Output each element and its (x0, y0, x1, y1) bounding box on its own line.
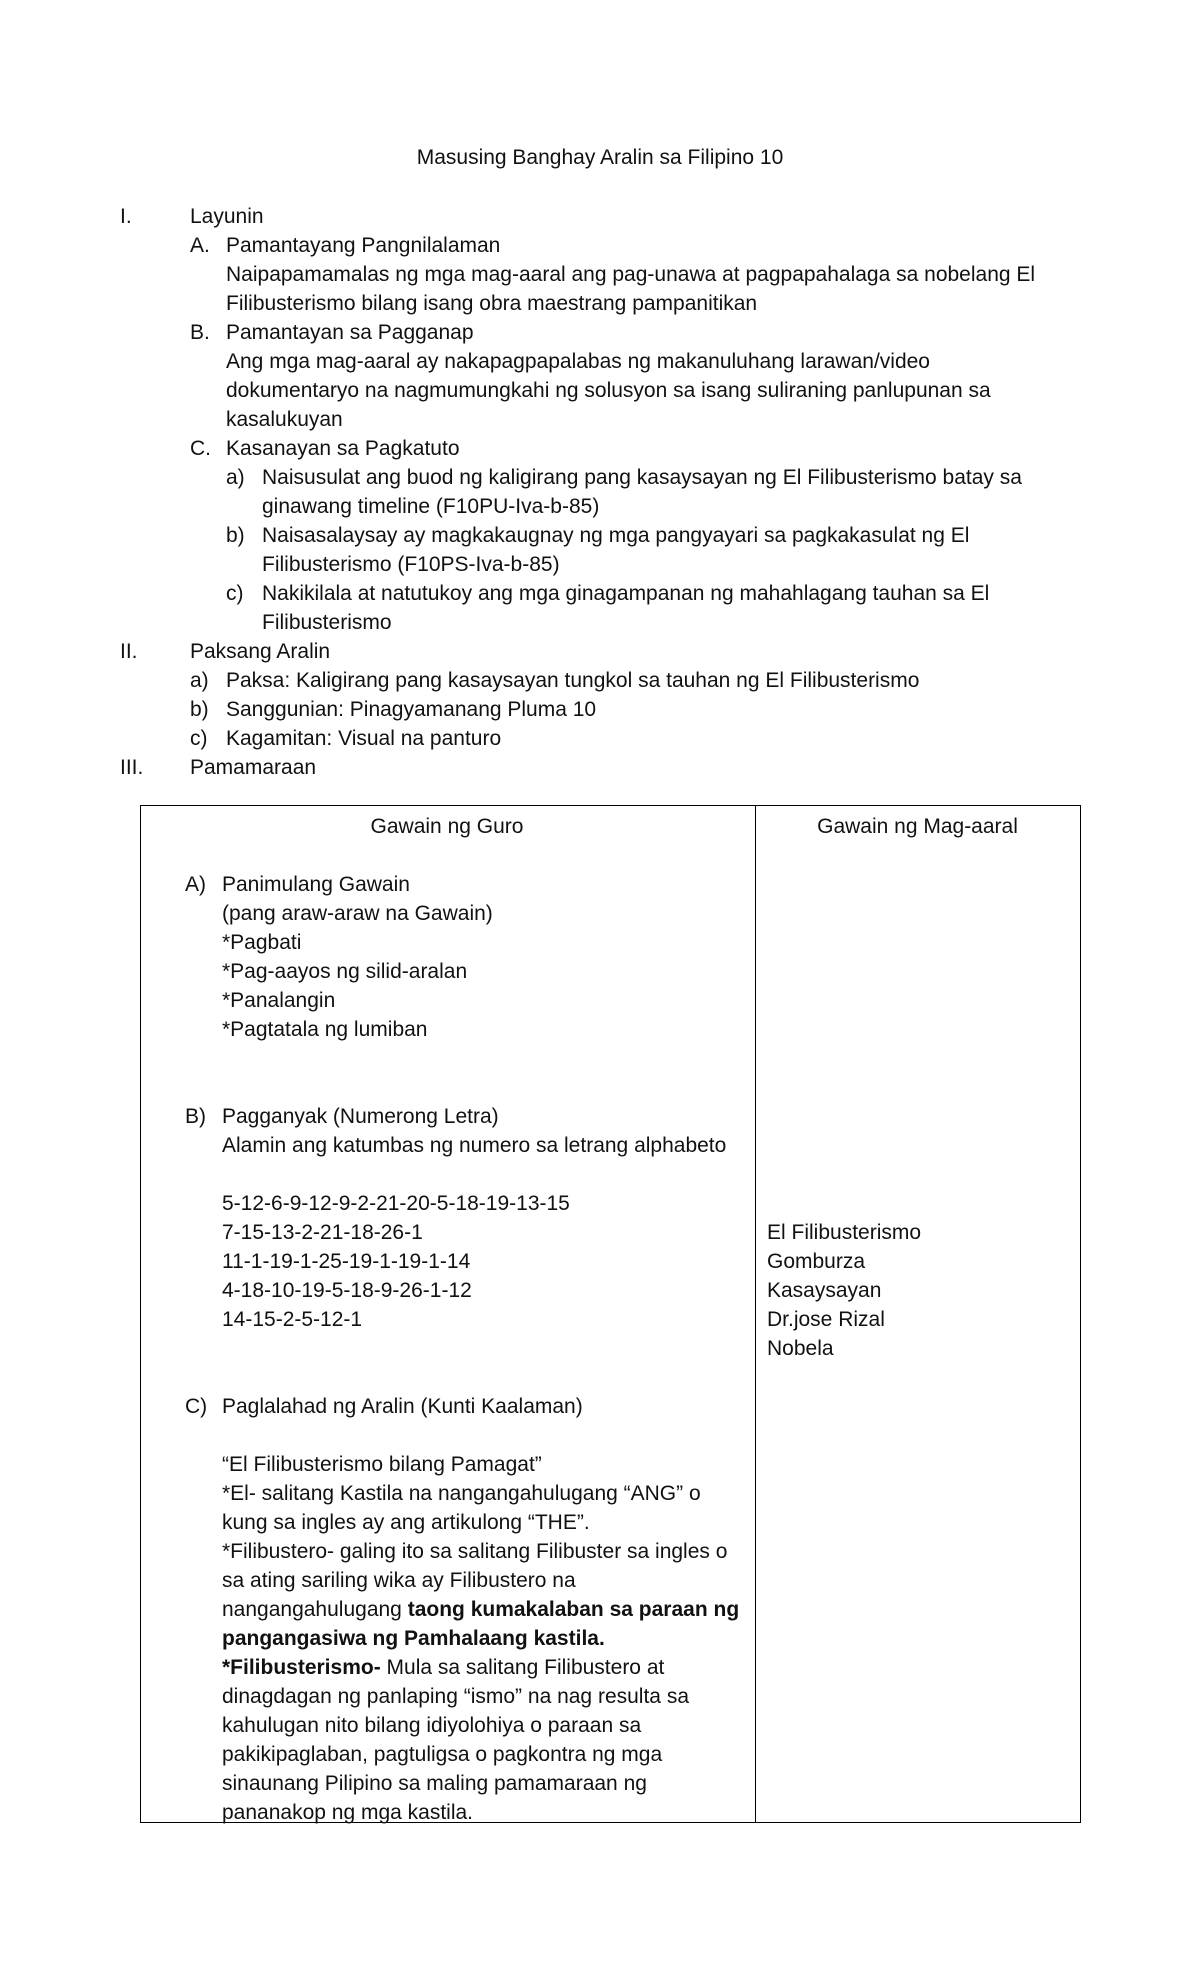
plain-text: Mula sa salitang Filibustero at (380, 1656, 665, 1679)
number-code: 11-1-19-1-25-19-1-19-1-14 (222, 1250, 471, 1273)
activity-c-line: *El- salitang Kastila na nangangahulugang “ANG” o (222, 1482, 701, 1505)
activity-c-line: dinagdagan ng panlaping “ismo” na nag resulta sa (222, 1685, 689, 1708)
student-column-header: Gawain ng Mag-aaral (817, 815, 1018, 838)
student-answer: Gomburza (767, 1250, 866, 1273)
objective-mark: b) (226, 524, 245, 547)
section-2-number: II. (120, 640, 138, 663)
activity-c-line: sa ating sariling wika ay Filibustero na (222, 1569, 576, 1592)
activity-c-line (222, 1653, 664, 1682)
section-3-label: Pamamaraan (190, 756, 317, 779)
objective-mark: a) (226, 466, 245, 489)
activity-c-line (222, 1595, 739, 1624)
number-code: 7-15-13-2-21-18-26-1 (222, 1221, 423, 1244)
sub-a-heading: Pamantayang Pangnilalaman (226, 234, 501, 257)
section-3-number: III. (120, 756, 144, 779)
page-title: Masusing Banghay Aralin sa Filipino 10 (416, 146, 784, 169)
sub-b-line: kasalukuyan (226, 408, 343, 431)
topic-text: Kagamitan: Visual na panturo (226, 727, 502, 750)
activity-c-subtitle: “El Filibusterismo bilang Pamagat” (222, 1453, 542, 1476)
objective-line: ginawang timeline (F10PU-Iva-b-85) (262, 495, 600, 518)
topic-mark: c) (190, 727, 208, 750)
activity-b-heading: Pagganyak (Numerong Letra) (222, 1105, 499, 1128)
teacher-column-header: Gawain ng Guro (370, 815, 524, 838)
bold-text: *Filibusterismo- (222, 1656, 381, 1679)
student-answer: Dr.jose Rizal (767, 1308, 885, 1331)
sub-c-letter: C. (190, 437, 211, 460)
activity-b-instruction: Alamin ang katumbas ng numero sa letrang alphabeto (222, 1134, 727, 1157)
bold-text: pangangasiwa ng Pamhalaang kastila. (222, 1627, 605, 1650)
objective-line: Naisusulat ang buod ng kaligirang pang kasaysayan ng El Filibusterismo batay sa (262, 466, 1022, 489)
section-1-label: Layunin (190, 205, 264, 228)
number-code: 5-12-6-9-12-9-2-21-20-5-18-19-13-15 (222, 1192, 570, 1215)
sub-b-line: Ang mga mag-aaral ay nakapagpapalabas ng makanuluhang larawan/video (226, 350, 930, 373)
section-1-number: I. (120, 205, 132, 228)
activity-a-heading: Panimulang Gawain (222, 873, 410, 896)
number-code: 14-15-2-5-12-1 (222, 1308, 363, 1331)
plain-text: nangangahulugang (222, 1598, 408, 1621)
student-answer: Nobela (767, 1337, 834, 1360)
sub-c-heading: Kasanayan sa Pagkatuto (226, 437, 460, 460)
sub-a-line: Filibusterismo bilang isang obra maestrang pampanitikan (226, 292, 758, 315)
activity-c-line: pananakop ng mga kastila. (222, 1801, 474, 1824)
column-divider (755, 806, 756, 1822)
number-code: 4-18-10-19-5-18-9-26-1-12 (222, 1279, 472, 1302)
activity-a-line: (pang araw-araw na Gawain) (222, 902, 493, 925)
sub-a-line: Naipapamamalas ng mga mag-aaral ang pag-unawa at pagpapahalaga sa nobelang El (226, 263, 1036, 286)
sub-a-letter: A. (190, 234, 210, 257)
activity-c-line: kung sa ingles ay ang artikulong “THE”. (222, 1511, 590, 1534)
sub-b-letter: B. (190, 321, 210, 344)
activity-c-line: kahulugan nito bilang idiyolohiya o paraan sa (222, 1714, 642, 1737)
activity-c-line: pakikipaglaban, pagtuligsa o pagkontra ng mga (222, 1743, 663, 1766)
objective-line: Filibusterismo (262, 611, 392, 634)
activity-a-mark: A) (185, 873, 206, 896)
objective-line: Filibusterismo (F10PS-Iva-b-85) (262, 553, 560, 576)
activity-c-heading: Paglalahad ng Aralin (Kunti Kaalaman) (222, 1395, 583, 1418)
activity-c-line (222, 1624, 605, 1653)
objective-line: Naisasalaysay ay magkakaugnay ng mga pangyayari sa pagkakasulat ng El (262, 524, 970, 547)
topic-mark: b) (190, 698, 209, 721)
activity-a-line: *Panalangin (222, 989, 336, 1012)
sub-b-line: dokumentaryo na nagmumungkahi ng solusyon sa isang suliraning panlupunan sa (226, 379, 991, 402)
activity-a-line: *Pagbati (222, 931, 302, 954)
topic-mark: a) (190, 669, 209, 692)
sub-b-heading: Pamantayan sa Pagganap (226, 321, 474, 344)
objective-mark: c) (226, 582, 244, 605)
objective-line: Nakikilala at natutukoy ang mga ginagampanan ng mahahlagang tauhan sa El (262, 582, 990, 605)
student-answer: Kasaysayan (767, 1279, 882, 1302)
topic-text: Paksa: Kaligirang pang kasaysayan tungkol sa tauhan ng El Filibusterismo (226, 669, 920, 692)
activity-c-mark: C) (185, 1395, 208, 1418)
activity-a-line: *Pag-aayos ng silid-aralan (222, 960, 468, 983)
topic-text: Sanggunian: Pinagyamanang Pluma 10 (226, 698, 597, 721)
activity-c-line: *Filibustero- galing ito sa salitang Filibuster sa ingles o (222, 1540, 728, 1563)
activity-b-mark: B) (185, 1105, 206, 1128)
bold-text: taong kumakalaban sa paraan ng (407, 1598, 740, 1621)
activity-c-line: sinaunang Pilipino sa maling pamamaraan ng (222, 1772, 647, 1795)
section-2-label: Paksang Aralin (190, 640, 331, 663)
student-answer: El Filibusterismo (767, 1221, 922, 1244)
activity-a-line: *Pagtatala ng lumiban (222, 1018, 428, 1041)
